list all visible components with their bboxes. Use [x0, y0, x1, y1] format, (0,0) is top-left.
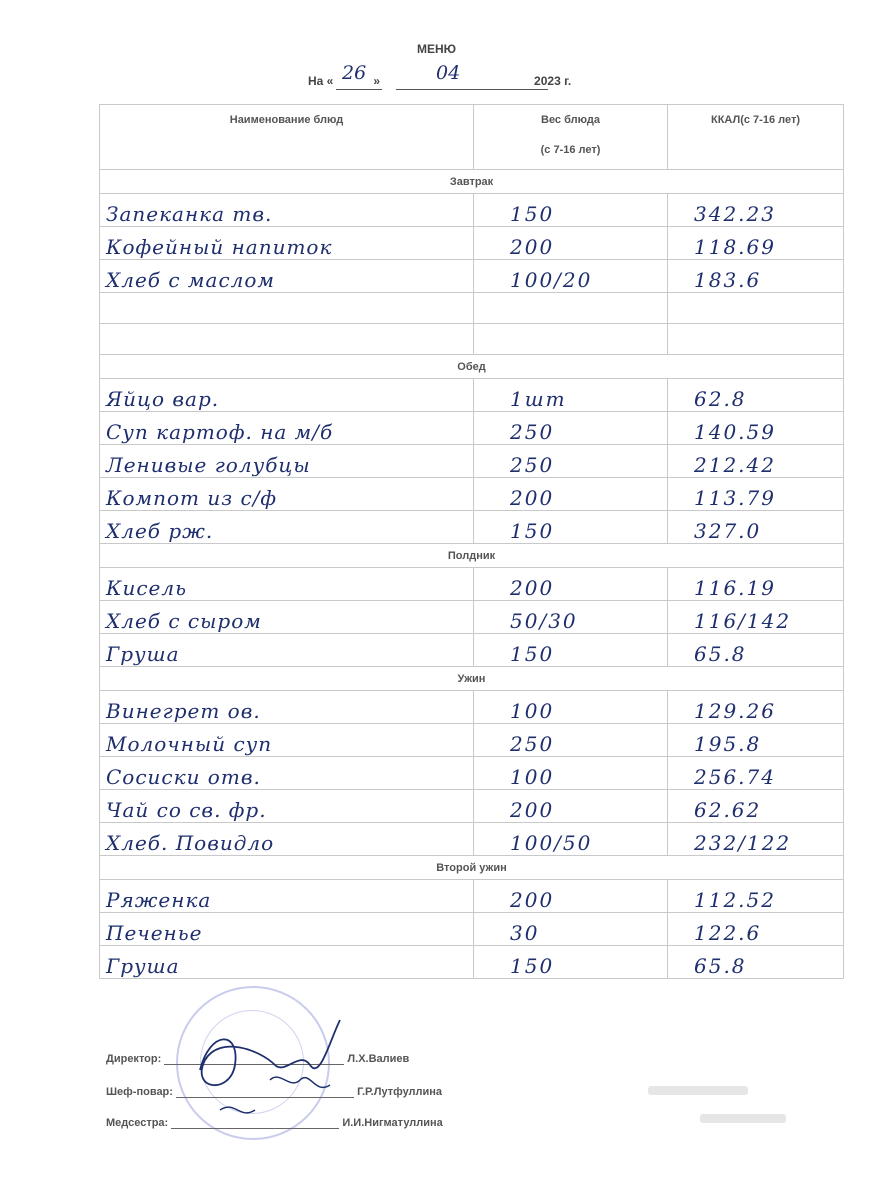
dish-cell: Печенье — [100, 913, 474, 946]
table-row — [100, 445, 844, 478]
kcal-cell: 212.42 — [668, 445, 844, 478]
empty-cell — [474, 293, 668, 324]
kcal-cell: 62.8 — [668, 379, 844, 412]
empty-cell — [668, 293, 844, 324]
table-row — [100, 691, 844, 724]
kcal-cell: 113.79 — [668, 478, 844, 511]
weight-cell: 50/30 — [474, 601, 668, 634]
director-label: Директор: — [106, 1053, 162, 1065]
dish-cell: Хлеб рж. — [100, 511, 474, 544]
nurse-name: И.И.Нигматуллина — [342, 1117, 443, 1129]
col-header-kcal: ККАЛ(с 7-16 лет) — [668, 105, 844, 170]
table-row — [100, 227, 844, 260]
chef-name: Г.Р.Лутфуллина — [357, 1086, 443, 1098]
weight-cell: 30 — [474, 913, 668, 946]
table-row — [100, 478, 844, 511]
table-row — [100, 568, 844, 601]
date-year-suffix: г. — [564, 74, 572, 88]
table-row — [100, 724, 844, 757]
weight-cell: 150 — [474, 946, 668, 979]
weight-cell: 100 — [474, 757, 668, 790]
col-header-weight: Вес блюда (с 7-16 лет) — [474, 105, 668, 170]
empty-cell — [100, 293, 474, 324]
dish-cell: Хлеб с сыром — [100, 601, 474, 634]
weight-cell: 200 — [474, 790, 668, 823]
table-row — [100, 601, 844, 634]
kcal-cell: 62.62 — [668, 790, 844, 823]
kcal-cell: 116/142 — [668, 601, 844, 634]
table-row — [100, 379, 844, 412]
weight-cell: 200 — [474, 880, 668, 913]
dish-cell: Яйцо вар. — [100, 379, 474, 412]
menu-body — [100, 170, 844, 979]
section-row — [100, 544, 844, 568]
date-month: 04 — [436, 62, 461, 84]
kcal-cell: 256.74 — [668, 757, 844, 790]
empty-cell — [100, 324, 474, 355]
dish-cell: Винегрет ов. — [100, 691, 474, 724]
menu-table — [99, 104, 844, 979]
table-row — [100, 511, 844, 544]
weight-cell: 150 — [474, 194, 668, 227]
col-header-dish: Наименование блюд — [100, 105, 474, 170]
weight-cell: 150 — [474, 634, 668, 667]
kcal-cell: 327.0 — [668, 511, 844, 544]
kcal-cell: 232/122 — [668, 823, 844, 856]
date-day: 26 — [342, 62, 367, 84]
dish-cell: Молочный суп — [100, 724, 474, 757]
empty-row — [100, 324, 844, 355]
table-row — [100, 880, 844, 913]
dish-cell: Хлеб с маслом — [100, 260, 474, 293]
section-row — [100, 667, 844, 691]
dish-cell: Хлеб. Повидло — [100, 823, 474, 856]
kcal-cell: 65.8 — [668, 634, 844, 667]
kcal-cell: 116.19 — [668, 568, 844, 601]
table-row — [100, 913, 844, 946]
table-row — [100, 790, 844, 823]
table-row — [100, 634, 844, 667]
dish-cell: Компот из с/ф — [100, 478, 474, 511]
kcal-cell: 112.52 — [668, 880, 844, 913]
weight-cell: 200 — [474, 227, 668, 260]
table-row — [100, 946, 844, 979]
table-row — [100, 412, 844, 445]
weight-cell: 250 — [474, 412, 668, 445]
section-row — [100, 355, 844, 379]
dish-cell: Запеканка тв. — [100, 194, 474, 227]
date-line — [308, 62, 572, 88]
weight-cell: 100/20 — [474, 260, 668, 293]
table-row — [100, 194, 844, 227]
section-row — [100, 170, 844, 194]
kcal-cell: 65.8 — [668, 946, 844, 979]
weight-cell: 200 — [474, 568, 668, 601]
empty-row — [100, 293, 844, 324]
section-title: Обед — [100, 355, 844, 379]
dish-cell: Груша — [100, 946, 474, 979]
date-prefix: На « — [308, 74, 334, 88]
table-row — [100, 757, 844, 790]
redaction-mark — [648, 1086, 748, 1095]
empty-cell — [668, 324, 844, 355]
dish-cell: Груша — [100, 634, 474, 667]
kcal-cell: 195.8 — [668, 724, 844, 757]
kcal-cell: 129.26 — [668, 691, 844, 724]
director-name: Л.Х.Валиев — [347, 1053, 410, 1065]
table-row — [100, 823, 844, 856]
dish-cell: Кофейный напиток — [100, 227, 474, 260]
section-title: Ужин — [100, 667, 844, 691]
menu-title: МЕНЮ — [416, 42, 457, 56]
weight-cell: 150 — [474, 511, 668, 544]
dish-cell: Чай со св. фр. — [100, 790, 474, 823]
nurse-label: Медсестра: — [106, 1117, 169, 1129]
date-year: 2023 — [534, 74, 561, 88]
redaction-mark — [700, 1114, 786, 1123]
weight-cell: 250 — [474, 724, 668, 757]
month-underline — [396, 89, 548, 90]
table-row — [100, 260, 844, 293]
chef-label: Шеф-повар: — [106, 1086, 173, 1098]
weight-cell: 100 — [474, 691, 668, 724]
kcal-cell: 342.23 — [668, 194, 844, 227]
kcal-cell: 122.6 — [668, 913, 844, 946]
section-title: Полдник — [100, 544, 844, 568]
weight-cell: 100/50 — [474, 823, 668, 856]
dish-cell: Сосиски отв. — [100, 757, 474, 790]
section-title: Завтрак — [100, 170, 844, 194]
weight-cell: 250 — [474, 445, 668, 478]
dish-cell: Ряженка — [100, 880, 474, 913]
section-row — [100, 856, 844, 880]
dish-cell: Ленивые голубцы — [100, 445, 474, 478]
dish-cell: Суп картоф. на м/б — [100, 412, 474, 445]
handwritten-signature-icon — [180, 1010, 360, 1130]
kcal-cell: 140.59 — [668, 412, 844, 445]
kcal-cell: 183.6 — [668, 260, 844, 293]
day-underline — [336, 89, 382, 90]
section-title: Второй ужин — [100, 856, 844, 880]
weight-cell: 1шт — [474, 379, 668, 412]
date-mid: » — [373, 74, 381, 88]
dish-cell: Кисель — [100, 568, 474, 601]
weight-cell: 200 — [474, 478, 668, 511]
kcal-cell: 118.69 — [668, 227, 844, 260]
empty-cell — [474, 324, 668, 355]
